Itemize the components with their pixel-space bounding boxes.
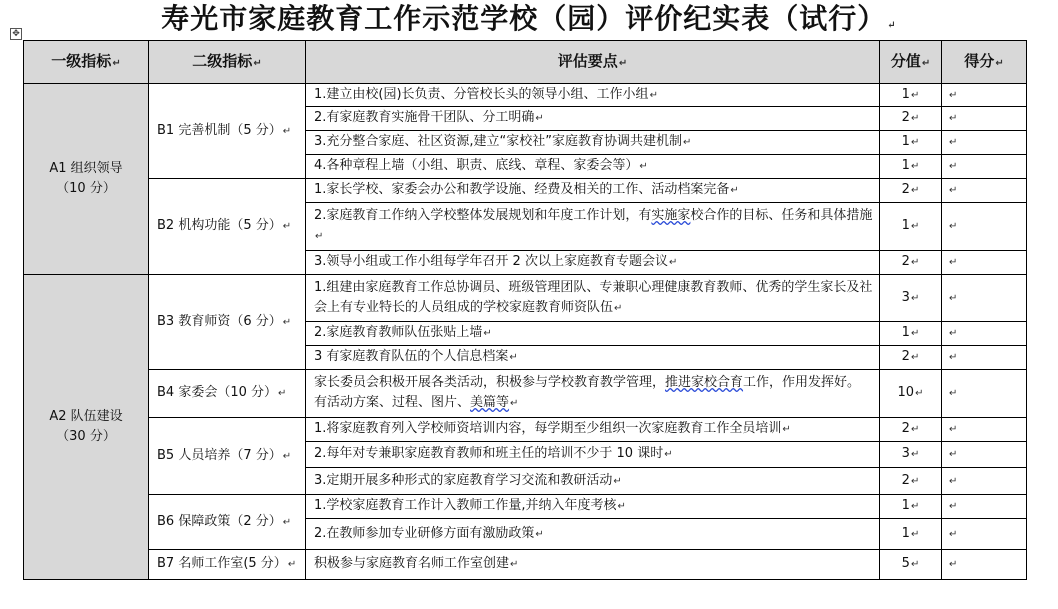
table-row [24, 84, 1027, 107]
level2-cell-b7: B7 名师工作室(5 分）↵ [149, 550, 306, 580]
got-cell[interactable]: ↵ [942, 322, 1027, 346]
point-cell[interactable]: 1.家长学校、家委会办公和教学设施、经费及相关的工作、活动档案完备↵ [306, 179, 880, 203]
table-move-handle-icon[interactable]: ✥ [10, 28, 22, 40]
point-cell[interactable]: 4.各种章程上墙（小组、职责、底线、章程、家委会等）↵ [306, 155, 880, 179]
score-cell[interactable]: 1↵ [880, 203, 942, 251]
got-cell[interactable]: ↵ [942, 519, 1027, 550]
table-row [24, 370, 1027, 418]
score-cell[interactable]: 1↵ [880, 84, 942, 107]
score-cell[interactable]: 5↵ [880, 550, 942, 580]
table-row [24, 495, 1027, 519]
got-cell[interactable]: ↵ [942, 155, 1027, 179]
point-cell[interactable]: 1.建立由校(园)长负责、分管校长头的领导小组、工作小组↵ [306, 84, 880, 107]
got-cell[interactable]: ↵ [942, 84, 1027, 107]
table-row [24, 179, 1027, 203]
level1-cell-a2: A2 队伍建设 （30 分） [24, 275, 149, 580]
got-cell[interactable]: ↵ [942, 468, 1027, 495]
table-row [24, 550, 1027, 580]
point-cell[interactable]: 3.充分整合家庭、社区资源,建立“家校社”家庭教育协调共建机制↵ [306, 131, 880, 155]
score-cell[interactable]: 3↵ [880, 442, 942, 468]
page-title: 寿光市家庭教育工作示范学校（园）评价纪实表（试行）↵ [161, 2, 897, 35]
header-got: 得分↵ [942, 41, 1027, 84]
point-cell[interactable]: 3.定期开展多种形式的家庭教育学习交流和教研活动↵ [306, 468, 880, 495]
point-cell[interactable]: 2.家庭教育教师队伍张贴上墙↵ [306, 322, 880, 346]
score-cell[interactable]: 3↵ [880, 275, 942, 322]
score-cell[interactable]: 2↵ [880, 346, 942, 370]
got-cell[interactable]: ↵ [942, 495, 1027, 519]
score-cell[interactable]: 2↵ [880, 468, 942, 495]
point-cell[interactable]: 1.组建由家庭教育工作总协调员、班级管理团队、专兼职心理健康教育教师、优秀的学生家长及社会上有专业特长的人员组成的学校家庭教育师资队伍↵ [306, 275, 880, 322]
score-cell[interactable]: 2↵ [880, 418, 942, 442]
got-cell[interactable]: ↵ [942, 131, 1027, 155]
level2-cell-b6: B6 保障政策（2 分）↵ [149, 495, 306, 550]
table-row [24, 418, 1027, 442]
got-cell[interactable]: ↵ [942, 251, 1027, 275]
got-cell[interactable]: ↵ [942, 107, 1027, 131]
evaluation-table [23, 40, 1027, 580]
level2-cell-b3: B3 教育师资（6 分）↵ [149, 275, 306, 370]
score-cell[interactable]: 1↵ [880, 322, 942, 346]
got-cell[interactable]: ↵ [942, 346, 1027, 370]
point-cell[interactable]: 3.领导小组或工作小组每学年召开 2 次以上家庭教育专题会议↵ [306, 251, 880, 275]
point-cell[interactable]: 1.将家庭教育列入学校师资培训内容，每学期至少组织一次家庭教育工作全员培训↵ [306, 418, 880, 442]
got-cell[interactable]: ↵ [942, 203, 1027, 251]
point-cell[interactable]: 1.学校家庭教育工作计入教师工作量,并纳入年度考核↵ [306, 495, 880, 519]
score-cell[interactable]: 1↵ [880, 495, 942, 519]
score-cell[interactable]: 10↵ [880, 370, 942, 418]
level2-cell-b1: B1 完善机制（5 分）↵ [149, 84, 306, 179]
score-cell[interactable]: 2↵ [880, 107, 942, 131]
got-cell[interactable]: ↵ [942, 275, 1027, 322]
header-score: 分值↵ [880, 41, 942, 84]
point-cell[interactable]: 2.在教师参加专业研修方面有激励政策↵ [306, 519, 880, 550]
level2-cell-b2: B2 机构功能（5 分）↵ [149, 179, 306, 275]
point-cell[interactable]: 2.每年对专兼职家庭教育教师和班主任的培训不少于 10 课时↵ [306, 442, 880, 468]
header-row [24, 41, 1027, 84]
got-cell[interactable]: ↵ [942, 418, 1027, 442]
header-points: 评估要点↵ [306, 41, 880, 84]
score-cell[interactable]: 2↵ [880, 179, 942, 203]
score-cell[interactable]: 1↵ [880, 131, 942, 155]
got-cell[interactable]: ↵ [942, 550, 1027, 580]
table-row [24, 275, 1027, 322]
point-cell[interactable]: 3 有家庭教育队伍的个人信息档案↵ [306, 346, 880, 370]
point-cell[interactable]: 2.有家庭教育实施骨干团队、分工明确↵ [306, 107, 880, 131]
level1-cell-a1: A1 组织领导 （10 分） [24, 84, 149, 275]
got-cell[interactable]: ↵ [942, 370, 1027, 418]
header-level1: 一级指标↵ [24, 41, 149, 84]
got-cell[interactable]: ↵ [942, 179, 1027, 203]
header-level2: 二级指标↵ [149, 41, 306, 84]
got-cell[interactable]: ↵ [942, 442, 1027, 468]
score-cell[interactable]: 1↵ [880, 155, 942, 179]
score-cell[interactable]: 2↵ [880, 251, 942, 275]
point-cell[interactable]: 2.家庭教育工作纳入学校整体发展规划和年度工作计划，有实施家校合作的目标、任务和具体措施↵ [306, 203, 880, 251]
point-cell[interactable]: 积极参与家庭教育名师工作室创建↵ [306, 550, 880, 580]
point-cell[interactable]: 家长委员会积极开展各类活动，积极参与学校教育教学管理，推进家校合育工作，作用发挥好。有活动方案、过程、图片、美篇等↵ [306, 370, 880, 418]
score-cell[interactable]: 1↵ [880, 519, 942, 550]
level2-cell-b5: B5 人员培养（7 分）↵ [149, 418, 306, 495]
level2-cell-b4: B4 家委会（10 分）↵ [149, 370, 306, 418]
